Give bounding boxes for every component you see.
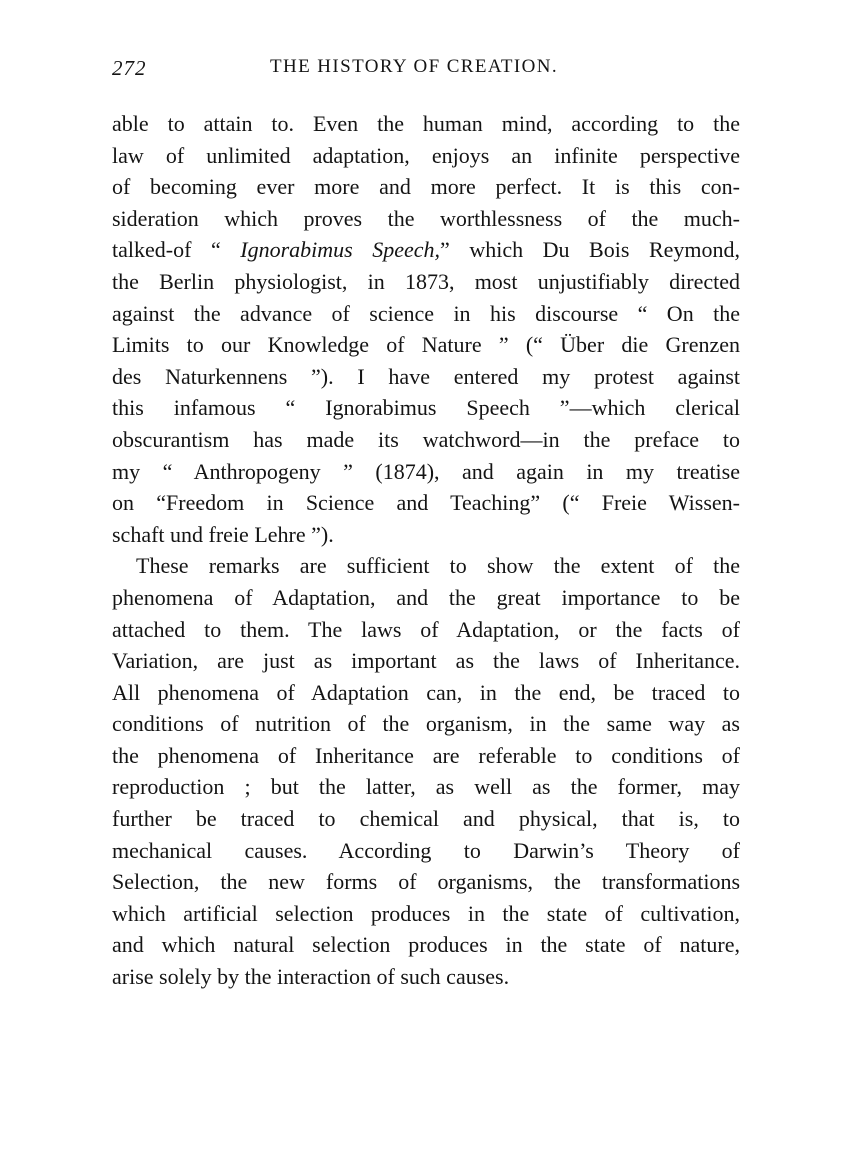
text-line: Variation, are just as important as the laws of Inheritance. [112, 648, 740, 674]
running-head-title: THE HISTORY OF CREATION. [270, 56, 559, 77]
text-line: All phenomena of Adaptation can, in the end, be traced to [112, 679, 740, 705]
text-line: able to attain to. Even the human mind, according to the [112, 111, 740, 136]
text-line: against the advance of science in his discourse “ On the [112, 300, 740, 326]
text-line: arise solely by the interaction of such causes. [112, 964, 510, 990]
italic-title: Ignorabimus Speech, [240, 237, 441, 263]
text-line: on “Freedom in Science and Teaching” (“ Freie Wissen- [112, 490, 740, 516]
text-line: of becoming ever more and more perfect. It is this con- [112, 174, 740, 200]
text-line: phenomena of Adaptation, and the great importance to be [112, 584, 740, 610]
text-line: and which natural selection produces in the state of nature, [112, 932, 740, 958]
text-line: which artificial selection produces in the state of cultivation, [112, 900, 740, 926]
text-line: mechanical causes. According to Darwin’s Theory of [112, 837, 740, 863]
text-line: obscurantism has made its watchword—in the preface to [112, 426, 740, 452]
text-line: reproduction ; but the latter, as well as the former, may [112, 774, 740, 800]
text-line: my “ Anthropogeny ” (1874), and again in my treatise [112, 458, 740, 484]
text-line: These remarks are sufficient to show the extent of the [136, 553, 740, 579]
text-line: schaft und freie Lehre ”). [112, 521, 334, 547]
text-line: the phenomena of Inheritance are referable to conditions of [112, 742, 740, 768]
paragraph-1 [112, 108, 740, 550]
text-line: talked-of “ Ignorabimus Speech,” which Du Bois Reymond, [112, 237, 740, 263]
text-line: conditions of nutrition of the organism, in the same way as [112, 711, 740, 737]
page-number: 272 [112, 56, 147, 80]
text-line: law of unlimited adaptation, enjoys an infinite perspective [112, 142, 740, 168]
text-line: this infamous “ Ignorabimus Speech ”—which clerical [112, 395, 740, 421]
text-line: Selection, the new forms of organisms, the transformations [112, 869, 740, 895]
paragraph-2 [112, 550, 740, 992]
text-line: the Berlin physiologist, in 1873, most unjustifiably directed [112, 268, 740, 294]
text-line: Limits to our Knowledge of Nature ” (“ Über die Grenzen [112, 332, 740, 358]
text-line: further be traced to chemical and physical, that is, to [112, 806, 740, 832]
body-text [112, 108, 740, 993]
text-line: sideration which proves the worthlessness of the much- [112, 205, 740, 231]
book-page [112, 56, 740, 993]
text-line: attached to them. The laws of Adaptation, or the facts of [112, 616, 740, 642]
text-line: des Naturkennens ”). I have entered my protest against [112, 363, 740, 389]
running-head [112, 56, 740, 86]
